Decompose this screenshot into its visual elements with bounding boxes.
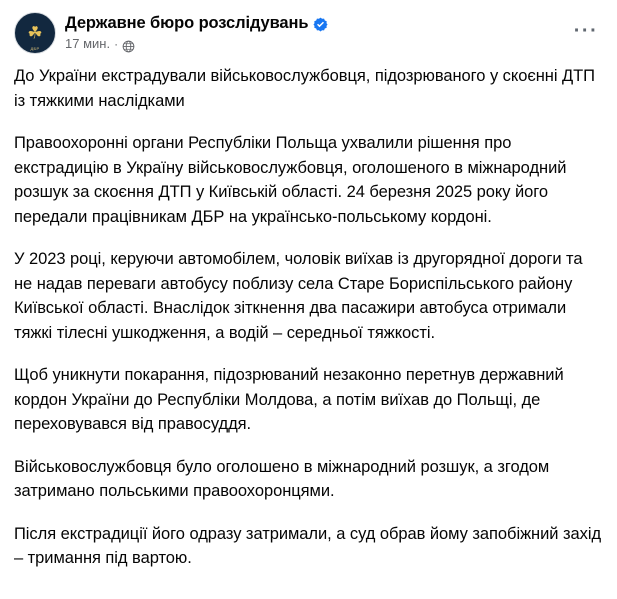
post-options-menu-button[interactable]: ··· [573,19,599,42]
avatar[interactable] [14,12,56,54]
avatar-caption: ДБР [30,46,40,51]
post-header [14,12,603,54]
page-name-link[interactable]: Державне бюро розслідувань [65,14,309,32]
meta-separator: · [114,37,119,51]
verified-badge-icon [313,17,328,32]
post-paragraph: Щоб уникнути покарання, підозрюваний незаконно перетнув державний кордон України до Республіки Молдова, а потім виїхав до Польщі, де переховувався від правосуддя. [14,366,564,433]
emblem-icon: ☘ [27,23,43,43]
post-paragraph: Правоохоронні органи Республіки Польща ухвалили рішення про екстрадицію в Україну військовослужбовця, оголошеного в міжнародний розшук за скоєння ДТП у Київській області. 24 березня 2025 року його передали працівникам ДБР на українсько-польському кордоні. [14,134,567,226]
author-name-row [65,13,569,33]
post-body [14,64,603,571]
post-timestamp[interactable]: 17 мин. [65,36,111,51]
post-author-block [65,12,569,52]
globe-icon[interactable] [122,40,135,53]
post-paragraph: Військовослужбовця було оголошено в міжнародний розшук, а згодом затримано польськими правоохоронцями. [14,457,550,500]
post-paragraph: Після екстрадиції його одразу затримали, а суд обрав йому запобіжний захід – тримання під вартою. [14,524,602,567]
post-paragraph: У 2023 році, керуючи автомобілем, чоловік виїхав із другорядної дороги та не надав переваги автобусу поблизу села Старе Бориспільського району Київської області. Внаслідок зіткнення два пасажири автобуса отримали тяжкі тілесні ушкодження, а водій – середньої тяжкості. [14,250,583,342]
post-paragraph: До України екстрадували військовослужбовця, підозрюваного у скоєнні ДТП із тяжкими наслідками [14,67,595,110]
post-meta-row [65,36,569,52]
